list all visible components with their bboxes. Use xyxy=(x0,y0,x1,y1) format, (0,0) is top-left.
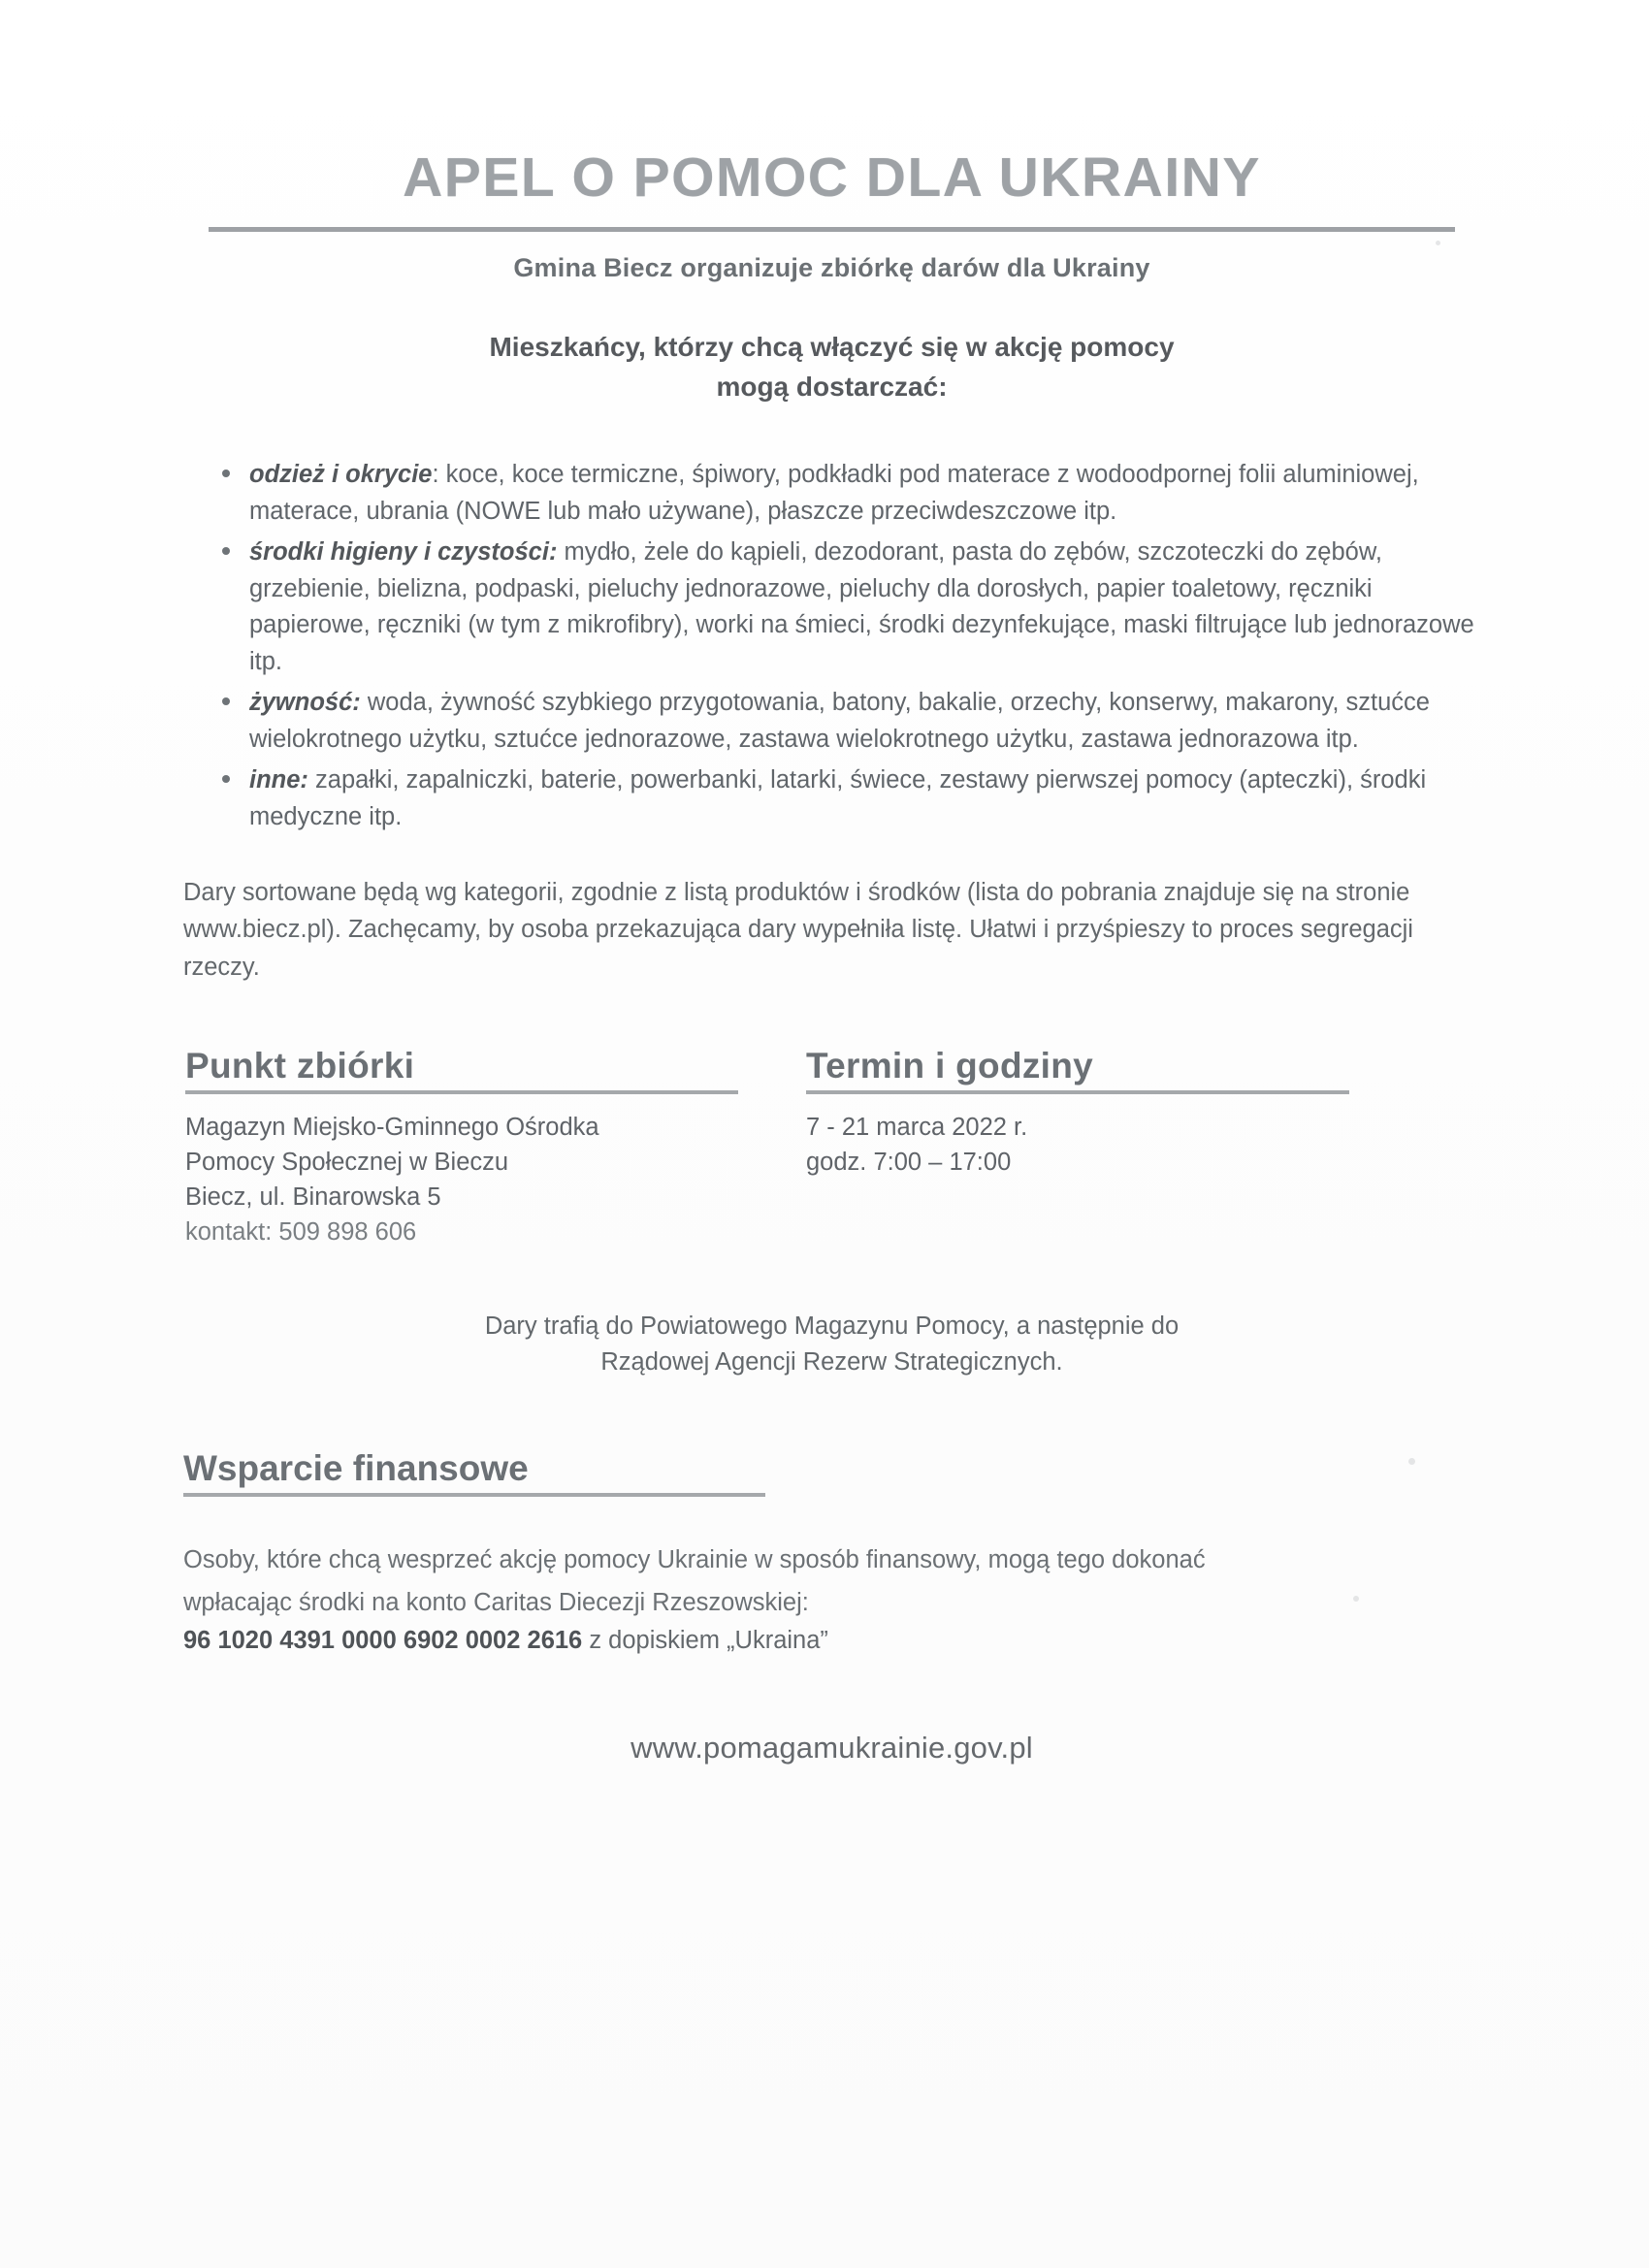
category-label: odzież i okrycie xyxy=(249,461,433,489)
category-text: koce, koce termiczne, śpiwory, podkładki pod materace z wodoodpornej folii aluminiowej, materace, ubrania (NOWE lub mało używane), płaszcze przeciwdeszczowe itp. xyxy=(249,461,1419,525)
destination-note-line-1: Dary trafią do Powiatowego Magazynu Pomocy, a następnie do xyxy=(484,1312,1180,1340)
page-title: APEL O POMOC DLA UKRAINY xyxy=(403,146,1261,209)
category-label: żywność: xyxy=(249,689,361,717)
schedule-hours: godz. 7:00 – 17:00 xyxy=(806,1148,1012,1176)
title-divider xyxy=(209,227,1455,232)
bullet-icon xyxy=(222,470,230,477)
lead-text xyxy=(179,328,1484,406)
financial-support-heading: Wsparcie finansowe xyxy=(183,1447,529,1488)
financial-support-line-1: Osoby, które chcą wesprzeć akcję pomocy Ukrainie w sposób finansowy, mogą tego dokonać xyxy=(183,1545,1206,1573)
collection-point-block xyxy=(179,1046,806,1250)
collection-point-contact: kontakt: 509 898 606 xyxy=(185,1218,417,1247)
subtitle: Gmina Biecz organizuje zbiórkę darów dla Ukrainy xyxy=(513,253,1150,282)
collection-point-line-1: Magazyn Miejsko-Gminnego Ośrodka xyxy=(185,1113,599,1141)
schedule-block xyxy=(806,1046,1484,1250)
details-columns xyxy=(179,1046,1484,1250)
bullet-icon xyxy=(222,697,230,705)
category-separator: : xyxy=(432,461,439,489)
lead-line-1: Mieszkańcy, którzy chcą włączyć się w akcję pomocy xyxy=(489,332,1175,362)
collection-point-divider xyxy=(185,1090,738,1094)
bullet-icon xyxy=(222,547,230,555)
lead-line-2: mogą dostarczać: xyxy=(716,371,948,402)
list-item xyxy=(220,762,1484,835)
footer-url: www.pomagamukrainie.gov.pl xyxy=(630,1731,1033,1766)
bank-account-number: 96 1020 4391 0000 6902 0002 2616 xyxy=(183,1627,583,1655)
collection-point-line-2: Pomocy Społecznej w Bieczu xyxy=(185,1148,509,1176)
category-text: zapałki, zapalniczki, baterie, powerbanki, latarki, świece, zestawy pierwszej pomocy (apteczki), środki medyczne itp. xyxy=(249,766,1427,830)
financial-support-block xyxy=(179,1448,1484,1656)
list-item xyxy=(220,457,1484,530)
category-label: inne: xyxy=(249,766,308,794)
document-content xyxy=(179,146,1484,1766)
destination-note-line-2: Rządowej Agencji Rezerw Strategicznych. xyxy=(600,1347,1063,1376)
collection-point-heading: Punkt zbiórki xyxy=(185,1045,415,1085)
bullet-icon xyxy=(222,775,230,783)
list-item xyxy=(220,535,1484,680)
destination-note xyxy=(179,1309,1484,1380)
list-item xyxy=(220,685,1484,758)
category-label: środki higieny i czystości: xyxy=(249,538,558,567)
bank-account-suffix: z dopiskiem „Ukraina” xyxy=(582,1627,828,1655)
financial-support-line-2: wpłacając środki na konto Caritas Diecezji Rzeszowskiej: xyxy=(183,1588,809,1616)
donation-categories-list xyxy=(179,457,1484,835)
sorting-note: Dary sortowane będą wg kategorii, zgodnie z listą produktów i środków (lista do pobrania znajduje się na stronie www.biecz.pl). Zachęcamy, by osoba przekazująca dary wypełniła listę. Ułatwi i przyśpieszy to proces segregacji rzeczy. xyxy=(183,879,1413,981)
category-text: mydło, żele do kąpieli, dezodorant, pasta do zębów, szczoteczki do zębów, grzebienie, bielizna, podpaski, pieluchy jednorazowe, pieluchy dla dorosłych, papier toaletowy, ręczniki papierowe, ręczniki (w tym z mikrofibry), worki na śmieci, środki dezynfekujące, maski filtrujące lub jednorazowe itp. xyxy=(249,538,1474,675)
financial-support-divider xyxy=(183,1493,765,1497)
bank-account-line xyxy=(179,1627,1484,1655)
category-text: woda, żywność szybkiego przygotowania, batony, bakalie, orzechy, konserwy, makarony, sztućce wielokrotnego użytku, sztućce jednorazowe, zastawa wielokrotnego użytku, zastawa jednorazowa itp. xyxy=(249,689,1430,753)
schedule-divider xyxy=(806,1090,1349,1094)
schedule-heading: Termin i godziny xyxy=(806,1045,1094,1085)
schedule-dates: 7 - 21 marca 2022 r. xyxy=(806,1113,1028,1141)
collection-point-address: Biecz, ul. Binarowska 5 xyxy=(185,1183,441,1212)
